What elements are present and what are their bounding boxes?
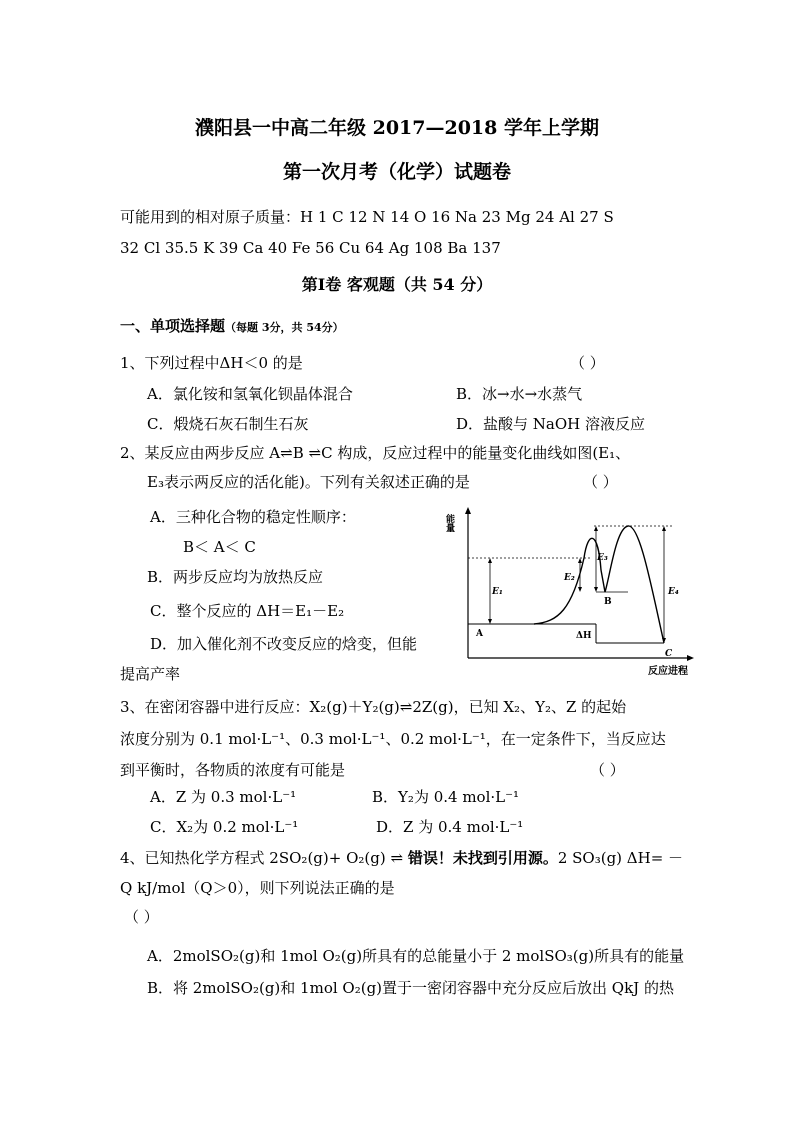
atomic-mass-line1: 可能用到的相对原子质量：H 1 C 12 N 14 O 16 Na 23 Mg 24 Al 27 S [120,208,614,226]
q1-option-b: B．冰→水→水蒸气 [456,385,583,403]
section1-heading [120,316,344,338]
q4-stem-line2: Q kJ/mol（Q＞0），则下列说法正确的是 [120,879,395,897]
x-axis-label: 反应进程 [648,666,688,677]
q3-answer-bracket: （ ） [590,761,625,779]
q3-option-c: C．X₂为 0.2 mol·L⁻¹ [150,818,299,836]
q1-answer-bracket: （ ） [570,354,605,372]
part1-heading: 第Ⅰ卷 客观题（共 54 分） [301,275,493,294]
atomic-mass-line2: 32 Cl 35.5 K 39 Ca 40 Fe 56 Cu 64 Ag 108 Ba 137 [120,239,501,257]
q3-option-a: A．Z 为 0.3 mol·L⁻¹ [150,788,297,806]
q4-answer-bracket: （ ） [124,908,159,926]
q2-answer-bracket: （ ） [583,473,618,491]
q3-stem-line1: 3、在密闭容器中进行反应：X₂(g)＋Y₂(g)⇌2Z(g)，已知 X₂、Y₂、Z 的起始 [120,698,627,716]
energy-profile-diagram [446,500,706,680]
label-E3: E₃ [597,553,608,563]
label-B: B [604,597,612,607]
q2-option-d-line1: D．加入催化剂不改变反应的焓变，但能 [150,635,418,653]
y-axis-label: 能量 [444,514,454,532]
q2-stem-line2: E₃表示两反应的活化能)。下列有关叙述正确的是 [147,473,470,491]
q2-option-a-line1: A．三种化合物的稳定性顺序： [150,508,356,526]
q3-option-b: B．Y₂为 0.4 mol·L⁻¹ [372,788,520,806]
exam-title-line1: 濮阳县一中高二年级 2017—2018 学年上学期 [195,117,599,139]
label-A: A [476,629,483,639]
q2-option-c: C．整个反应的 ΔH＝E₁－E₂ [150,602,345,620]
section1-title: 一、单项选择题 [120,317,226,335]
section1-note: （每题 3分，共 54分） [225,321,344,334]
q3-option-d: D．Z 为 0.4 mol·L⁻¹ [376,818,524,836]
exam-title-line2: 第一次月考（化学）试题卷 [282,161,511,183]
q2-stem-line1: 2、某反应由两步反应 A⇌B ⇌C 构成，反应过程中的能量变化曲线如图(E₁、 [120,444,631,462]
q4-option-a: A．2molSO₂(g)和 1mol O₂(g)所具有的总能量小于 2 molSO₃(g)所具有的能量 [147,947,685,965]
q4-stem-part1: 4、已知热化学方程式 2SO₂(g)+ O₂(g) ⇌ [120,849,408,867]
q4-stem-part2: 2 SO₃(g) ΔH= － [557,849,684,867]
q2-option-d-line2: 提高产率 [120,665,181,683]
q4-stem-line1 [120,848,683,868]
label-C: C [665,649,673,659]
label-dH: ΔH [576,631,592,641]
label-E2: E₂ [564,573,575,583]
q1-stem: 1、下列过程中ΔH＜0 的是 [120,354,303,372]
q4-option-b: B．将 2molSO₂(g)和 1mol O₂(g)置于一密闭容器中充分反应后放出 QkJ 的热 [147,979,674,997]
q2-option-b: B．两步反应均为放热反应 [147,568,324,586]
q1-option-d: D．盐酸与 NaOH 溶液反应 [456,415,646,433]
label-E1: E₁ [492,587,503,597]
label-E4: E₄ [668,587,679,597]
q3-stem-line3: 到平衡时，各物质的浓度有可能是 [120,761,346,779]
q3-stem-line2: 浓度分别为 0.1 mol·L⁻¹、0.3 mol·L⁻¹、0.2 mol·L⁻¹，在一定条件下，当反应达 [120,730,666,748]
q1-option-a: A．氯化铵和氢氧化钡晶体混合 [147,385,353,403]
q1-option-c: C．煅烧石灰石制生石灰 [147,415,309,433]
q4-reference-error: 错误！未找到引用源。 [407,849,558,867]
q2-option-a-line2: B＜ A＜ C [183,538,256,556]
